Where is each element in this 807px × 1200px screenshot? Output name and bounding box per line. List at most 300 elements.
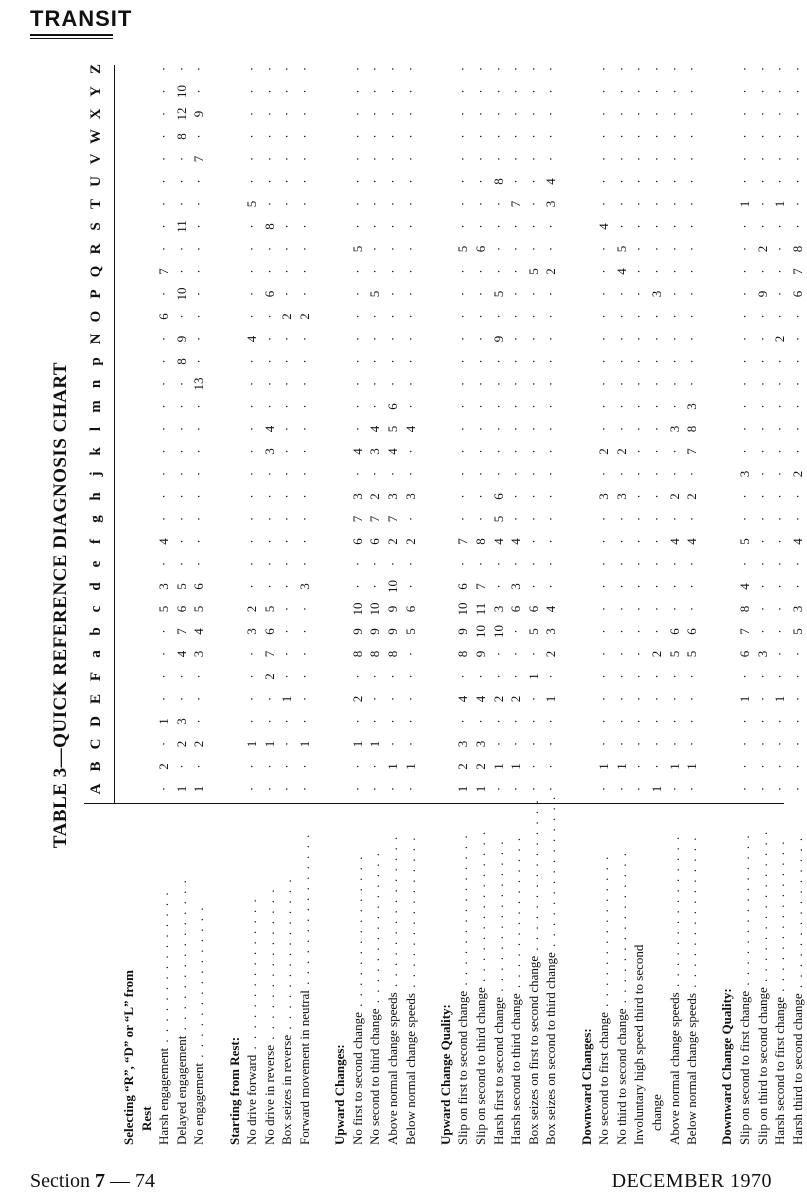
empty-cell: · bbox=[455, 314, 471, 319]
empty-cell: · bbox=[279, 629, 295, 634]
empty-cell: · bbox=[297, 494, 312, 499]
table-cell: 5 bbox=[490, 290, 506, 298]
table-cell: 8 bbox=[261, 223, 277, 230]
table-cell: 9 bbox=[385, 628, 400, 635]
empty-cell: · bbox=[385, 111, 400, 117]
table-cell: 1 bbox=[156, 718, 172, 725]
empty-cell: · bbox=[684, 246, 700, 252]
table-cell: 6 bbox=[525, 605, 541, 613]
empty-cell: · bbox=[173, 426, 189, 432]
table-cell: 8 bbox=[173, 133, 189, 140]
section-footer bbox=[30, 1170, 155, 1193]
table-row bbox=[542, 65, 560, 1145]
empty-cell: · bbox=[508, 629, 524, 634]
empty-cell: · bbox=[349, 359, 365, 364]
empty-cell: · bbox=[367, 561, 383, 567]
empty-cell: · bbox=[402, 449, 418, 454]
empty-cell: · bbox=[666, 719, 682, 724]
empty-cell: · bbox=[666, 134, 682, 139]
empty-cell: · bbox=[666, 336, 682, 342]
empty-cell: · bbox=[684, 89, 700, 94]
table-cell: 6 bbox=[789, 290, 805, 298]
empty-cell: · bbox=[649, 66, 664, 72]
empty-cell: · bbox=[772, 246, 788, 252]
empty-cell: · bbox=[402, 561, 418, 567]
table-cell: 3 bbox=[543, 628, 559, 635]
table-row bbox=[173, 65, 191, 1145]
empty-cell: · bbox=[684, 66, 700, 72]
empty-cell: · bbox=[173, 269, 189, 274]
empty-cell: · bbox=[543, 66, 559, 72]
empty-cell: · bbox=[754, 449, 770, 454]
empty-cell: · bbox=[525, 381, 541, 387]
empty-cell: · bbox=[789, 741, 805, 747]
column-header: l bbox=[88, 426, 104, 432]
empty-cell: · bbox=[455, 156, 471, 162]
empty-cell: · bbox=[525, 719, 541, 724]
empty-cell: · bbox=[349, 584, 365, 589]
table-cell: 3 bbox=[261, 448, 277, 455]
empty-cell: · bbox=[297, 404, 312, 409]
empty-cell: · bbox=[297, 66, 312, 72]
empty-cell: · bbox=[649, 426, 664, 432]
empty-cell: · bbox=[244, 786, 260, 792]
empty-cell: · bbox=[191, 426, 207, 432]
empty-cell: · bbox=[631, 494, 647, 499]
row-label-text: Downward Changes: bbox=[578, 1028, 594, 1145]
empty-cell: · bbox=[156, 381, 172, 387]
empty-cell: · bbox=[173, 764, 189, 769]
empty-cell: · bbox=[297, 336, 312, 342]
empty-cell: · bbox=[613, 584, 629, 589]
empty-cell: · bbox=[261, 111, 277, 117]
empty-cell: · bbox=[473, 516, 488, 522]
empty-cell: · bbox=[649, 606, 664, 612]
table-cell: 9 bbox=[490, 335, 506, 343]
empty-cell: · bbox=[367, 719, 383, 724]
empty-cell: · bbox=[402, 516, 418, 522]
empty-cell: · bbox=[385, 471, 400, 477]
empty-cell: · bbox=[613, 156, 629, 162]
table-cell: 6 bbox=[367, 538, 383, 545]
empty-cell: · bbox=[156, 696, 172, 702]
empty-cell: · bbox=[349, 314, 365, 319]
empty-cell: · bbox=[789, 201, 805, 207]
row-label-text: No second to first change bbox=[596, 1012, 612, 1145]
empty-cell: · bbox=[490, 246, 506, 252]
empty-cell: · bbox=[684, 561, 700, 567]
section-header: TRANSIT bbox=[30, 6, 133, 31]
empty-cell: · bbox=[666, 201, 682, 207]
empty-cell: · bbox=[649, 89, 664, 94]
empty-cell: · bbox=[737, 156, 752, 162]
empty-cell: · bbox=[455, 381, 471, 387]
table-row bbox=[666, 65, 684, 1145]
table-cell: 3 bbox=[789, 605, 805, 613]
empty-cell: · bbox=[631, 719, 647, 724]
table-cell: 2 bbox=[244, 605, 260, 613]
empty-cell: · bbox=[631, 336, 647, 342]
empty-cell: · bbox=[789, 89, 805, 94]
row-label bbox=[366, 807, 384, 1145]
empty-cell: · bbox=[455, 111, 471, 117]
empty-cell: · bbox=[754, 696, 770, 702]
empty-cell: · bbox=[244, 291, 260, 297]
empty-cell: · bbox=[279, 606, 295, 612]
empty-cell: · bbox=[754, 786, 770, 792]
empty-cell: · bbox=[525, 359, 541, 364]
empty-cell: · bbox=[385, 291, 400, 297]
table-row bbox=[419, 65, 437, 1145]
empty-cell: · bbox=[455, 224, 471, 229]
table-cell: 4 bbox=[508, 538, 524, 545]
empty-cell: · bbox=[754, 381, 770, 387]
table-cell: 7 bbox=[455, 538, 471, 545]
empty-cell: · bbox=[789, 449, 805, 454]
table-cell: 8 bbox=[367, 650, 383, 658]
empty-cell: · bbox=[596, 651, 612, 657]
empty-cell: · bbox=[261, 494, 277, 499]
column-header: F bbox=[88, 671, 104, 682]
empty-cell: · bbox=[367, 134, 383, 139]
empty-cell: · bbox=[279, 719, 295, 724]
empty-cell: · bbox=[173, 201, 189, 207]
section-number: 7 bbox=[95, 1170, 105, 1192]
row-label bbox=[437, 807, 455, 1145]
table-cell: 3 bbox=[684, 403, 700, 410]
leader-dots: . . . . . . . . . . . . . . . bbox=[490, 839, 506, 997]
empty-cell: · bbox=[772, 381, 788, 387]
empty-cell: · bbox=[754, 156, 770, 162]
table-cell: 5 bbox=[455, 245, 471, 253]
empty-cell: · bbox=[261, 66, 277, 72]
header-rule bbox=[30, 34, 113, 36]
rotated-table-page bbox=[50, 64, 805, 1145]
empty-cell: · bbox=[191, 719, 207, 724]
empty-cell: · bbox=[543, 111, 559, 117]
empty-cell: · bbox=[297, 539, 312, 544]
empty-cell: · bbox=[490, 584, 506, 589]
empty-cell: · bbox=[261, 134, 277, 139]
empty-cell: · bbox=[754, 629, 770, 634]
empty-cell: · bbox=[508, 449, 524, 454]
empty-cell: · bbox=[596, 719, 612, 724]
column-header: R bbox=[88, 243, 104, 255]
empty-cell: · bbox=[684, 179, 700, 184]
empty-cell: · bbox=[279, 291, 295, 297]
empty-cell: · bbox=[596, 516, 612, 522]
column-header: N bbox=[88, 333, 104, 345]
leader-dots: . . . . . . . . . . . . . . . bbox=[613, 851, 629, 1009]
table-cell: 5 bbox=[173, 583, 189, 590]
empty-cell: · bbox=[191, 201, 207, 207]
row-label bbox=[226, 807, 244, 1145]
empty-cell: · bbox=[508, 561, 524, 567]
empty-cell: · bbox=[490, 66, 506, 72]
empty-cell: · bbox=[191, 471, 207, 477]
empty-cell: · bbox=[772, 404, 788, 409]
empty-cell: · bbox=[279, 381, 295, 387]
empty-cell: · bbox=[156, 246, 172, 252]
table-cell: 7 bbox=[473, 583, 488, 590]
empty-cell: · bbox=[349, 111, 365, 117]
table-cell: 8 bbox=[490, 178, 506, 185]
table-cell: 6 bbox=[156, 313, 172, 320]
table-cell: 4 bbox=[173, 650, 189, 658]
empty-cell: · bbox=[789, 561, 805, 567]
empty-cell: · bbox=[649, 449, 664, 454]
table-row bbox=[718, 65, 736, 1145]
table-cell: 4 bbox=[261, 425, 277, 433]
empty-cell: · bbox=[297, 201, 312, 207]
empty-cell: · bbox=[754, 89, 770, 94]
row-label-text: Below normal change speeds bbox=[684, 993, 700, 1145]
empty-cell: · bbox=[543, 539, 559, 544]
empty-cell: · bbox=[156, 449, 172, 454]
empty-cell: · bbox=[649, 674, 664, 679]
empty-cell: · bbox=[754, 719, 770, 724]
empty-cell: · bbox=[173, 471, 189, 477]
empty-cell: · bbox=[191, 336, 207, 342]
table-cell: 5 bbox=[349, 245, 365, 253]
empty-cell: · bbox=[455, 471, 471, 477]
empty-cell: · bbox=[490, 89, 506, 94]
empty-cell: · bbox=[543, 134, 559, 139]
table-cell: 4 bbox=[543, 605, 559, 613]
empty-cell: · bbox=[385, 224, 400, 229]
table-row bbox=[560, 65, 578, 1145]
empty-cell: · bbox=[508, 111, 524, 117]
empty-cell: · bbox=[455, 291, 471, 297]
empty-cell: · bbox=[191, 539, 207, 544]
empty-cell: · bbox=[666, 246, 682, 252]
empty-cell: · bbox=[596, 606, 612, 612]
empty-cell: · bbox=[156, 494, 172, 499]
row-label-text: Upward Change Quality: bbox=[437, 1004, 453, 1145]
empty-cell: · bbox=[789, 651, 805, 657]
row-label bbox=[789, 807, 807, 1145]
table-cell: 7 bbox=[789, 268, 805, 275]
empty-cell: · bbox=[490, 269, 506, 274]
table-row bbox=[120, 65, 138, 1145]
row-label bbox=[384, 807, 402, 1145]
empty-cell: · bbox=[666, 516, 682, 522]
empty-cell: · bbox=[772, 494, 788, 499]
empty-cell: · bbox=[596, 269, 612, 274]
empty-cell: · bbox=[631, 786, 647, 792]
empty-cell: · bbox=[525, 741, 541, 747]
empty-cell: · bbox=[684, 359, 700, 364]
empty-cell: · bbox=[613, 314, 629, 319]
empty-cell: · bbox=[666, 696, 682, 702]
column-header: A bbox=[88, 783, 104, 795]
table-cell: 1 bbox=[490, 763, 506, 770]
empty-cell: · bbox=[596, 291, 612, 297]
empty-cell: · bbox=[508, 224, 524, 229]
empty-cell: · bbox=[473, 336, 488, 342]
empty-cell: · bbox=[349, 66, 365, 72]
table-cell: 8 bbox=[385, 650, 400, 658]
empty-cell: · bbox=[173, 516, 189, 522]
empty-cell: · bbox=[473, 404, 488, 409]
empty-cell: · bbox=[402, 651, 418, 657]
empty-cell: · bbox=[631, 246, 647, 252]
table-cell: 3 bbox=[613, 493, 629, 500]
empty-cell: · bbox=[684, 696, 700, 702]
empty-cell: · bbox=[596, 359, 612, 364]
empty-cell: · bbox=[543, 314, 559, 319]
empty-cell: · bbox=[789, 584, 805, 589]
empty-cell: · bbox=[525, 561, 541, 567]
table-cell: 1 bbox=[525, 673, 541, 680]
table-cell: 9 bbox=[385, 605, 400, 613]
empty-cell: · bbox=[596, 66, 612, 72]
empty-cell: · bbox=[385, 336, 400, 342]
empty-cell: · bbox=[173, 314, 189, 319]
empty-cell: · bbox=[173, 494, 189, 499]
empty-cell: · bbox=[666, 359, 682, 364]
empty-cell: · bbox=[349, 381, 365, 387]
empty-cell: · bbox=[490, 156, 506, 162]
table-row bbox=[613, 65, 631, 1145]
empty-cell: · bbox=[613, 471, 629, 477]
empty-cell: · bbox=[684, 584, 700, 589]
leader-dots: . . . . . . . . . . . . . . . bbox=[367, 851, 383, 1009]
empty-cell: · bbox=[402, 89, 418, 94]
empty-cell: · bbox=[649, 179, 664, 184]
empty-cell: · bbox=[297, 696, 312, 702]
empty-cell: · bbox=[754, 404, 770, 409]
empty-cell: · bbox=[596, 741, 612, 747]
empty-cell: · bbox=[490, 404, 506, 409]
empty-cell: · bbox=[649, 111, 664, 117]
empty-cell: · bbox=[367, 314, 383, 319]
empty-cell: · bbox=[261, 719, 277, 724]
table-cell: 3 bbox=[402, 493, 418, 500]
empty-cell: · bbox=[244, 764, 260, 769]
empty-cell: · bbox=[156, 629, 172, 634]
empty-cell: · bbox=[244, 89, 260, 94]
empty-cell: · bbox=[772, 314, 788, 319]
table-cell: 4 bbox=[402, 425, 418, 433]
table-cell: 2 bbox=[596, 448, 612, 455]
empty-cell: · bbox=[525, 66, 541, 72]
table-cell: 5 bbox=[789, 628, 805, 635]
empty-cell: · bbox=[772, 764, 788, 769]
empty-cell: · bbox=[367, 156, 383, 162]
empty-cell: · bbox=[737, 269, 752, 274]
empty-cell: · bbox=[684, 314, 700, 319]
empty-cell: · bbox=[631, 359, 647, 364]
row-label-text: Involuntary high speed third to second bbox=[631, 944, 647, 1145]
table-row bbox=[384, 65, 402, 1145]
column-header: f bbox=[88, 539, 104, 544]
empty-cell: · bbox=[279, 336, 295, 342]
empty-cell: · bbox=[261, 336, 277, 342]
table-row bbox=[138, 65, 156, 1145]
empty-cell: · bbox=[473, 426, 488, 432]
table-row bbox=[331, 65, 349, 1145]
row-label bbox=[173, 807, 191, 1145]
row-label bbox=[683, 807, 701, 1145]
empty-cell: · bbox=[684, 741, 700, 747]
empty-cell: · bbox=[385, 696, 400, 702]
empty-cell: · bbox=[525, 449, 541, 454]
empty-cell: · bbox=[156, 516, 172, 522]
table-row bbox=[472, 65, 490, 1145]
table-cell: 3 bbox=[244, 628, 260, 635]
empty-cell: · bbox=[631, 539, 647, 544]
empty-cell: · bbox=[649, 471, 664, 477]
table-cell: 4 bbox=[455, 695, 471, 703]
table-cell: 10 bbox=[173, 85, 189, 98]
empty-cell: · bbox=[402, 291, 418, 297]
table-cell: 2 bbox=[508, 695, 524, 703]
empty-cell: · bbox=[631, 314, 647, 319]
empty-cell: · bbox=[613, 719, 629, 724]
empty-cell: · bbox=[525, 201, 541, 207]
empty-cell: · bbox=[666, 111, 682, 117]
empty-cell: · bbox=[649, 134, 664, 139]
empty-cell: · bbox=[613, 516, 629, 522]
empty-cell: · bbox=[402, 179, 418, 184]
table-cell: 1 bbox=[684, 763, 700, 770]
table-cell: 3 bbox=[737, 470, 752, 478]
empty-cell: · bbox=[772, 606, 788, 612]
table-cell: 2 bbox=[684, 493, 700, 500]
empty-cell: · bbox=[490, 359, 506, 364]
table-cell: 1 bbox=[543, 695, 559, 703]
row-label-text: Above normal change speeds bbox=[666, 992, 682, 1145]
empty-cell: · bbox=[737, 359, 752, 364]
empty-cell: · bbox=[737, 764, 752, 769]
empty-cell: · bbox=[191, 134, 207, 139]
empty-cell: · bbox=[490, 426, 506, 432]
empty-cell: · bbox=[191, 89, 207, 94]
empty-cell: · bbox=[613, 674, 629, 679]
empty-cell: · bbox=[367, 381, 383, 387]
empty-cell: · bbox=[666, 66, 682, 72]
empty-cell: · bbox=[772, 269, 788, 274]
column-header: d bbox=[88, 582, 104, 591]
table-row bbox=[578, 65, 596, 1145]
empty-cell: · bbox=[543, 381, 559, 387]
empty-cell: · bbox=[473, 111, 488, 117]
empty-cell: · bbox=[297, 134, 312, 139]
empty-cell: · bbox=[156, 89, 172, 94]
empty-cell: · bbox=[649, 494, 664, 499]
table-cell: 10 bbox=[367, 602, 383, 616]
empty-cell: · bbox=[349, 134, 365, 139]
empty-cell: · bbox=[385, 156, 400, 162]
empty-cell: · bbox=[473, 674, 488, 679]
empty-cell: · bbox=[367, 179, 383, 184]
empty-cell: · bbox=[173, 539, 189, 544]
empty-cell: · bbox=[156, 336, 172, 342]
empty-cell: · bbox=[666, 89, 682, 94]
table-cell: 2 bbox=[156, 763, 172, 770]
row-label-text: No drive forward bbox=[244, 1054, 260, 1145]
row-label bbox=[648, 793, 666, 1145]
table-cell: 1 bbox=[191, 785, 207, 793]
empty-cell: · bbox=[297, 651, 312, 657]
leader-dots: . . . . . . . . . . . . . . . bbox=[385, 834, 400, 993]
empty-cell: · bbox=[455, 674, 471, 679]
empty-cell: · bbox=[508, 134, 524, 139]
empty-cell: · bbox=[279, 89, 295, 94]
column-header: Q bbox=[88, 265, 104, 278]
empty-cell: · bbox=[789, 111, 805, 117]
